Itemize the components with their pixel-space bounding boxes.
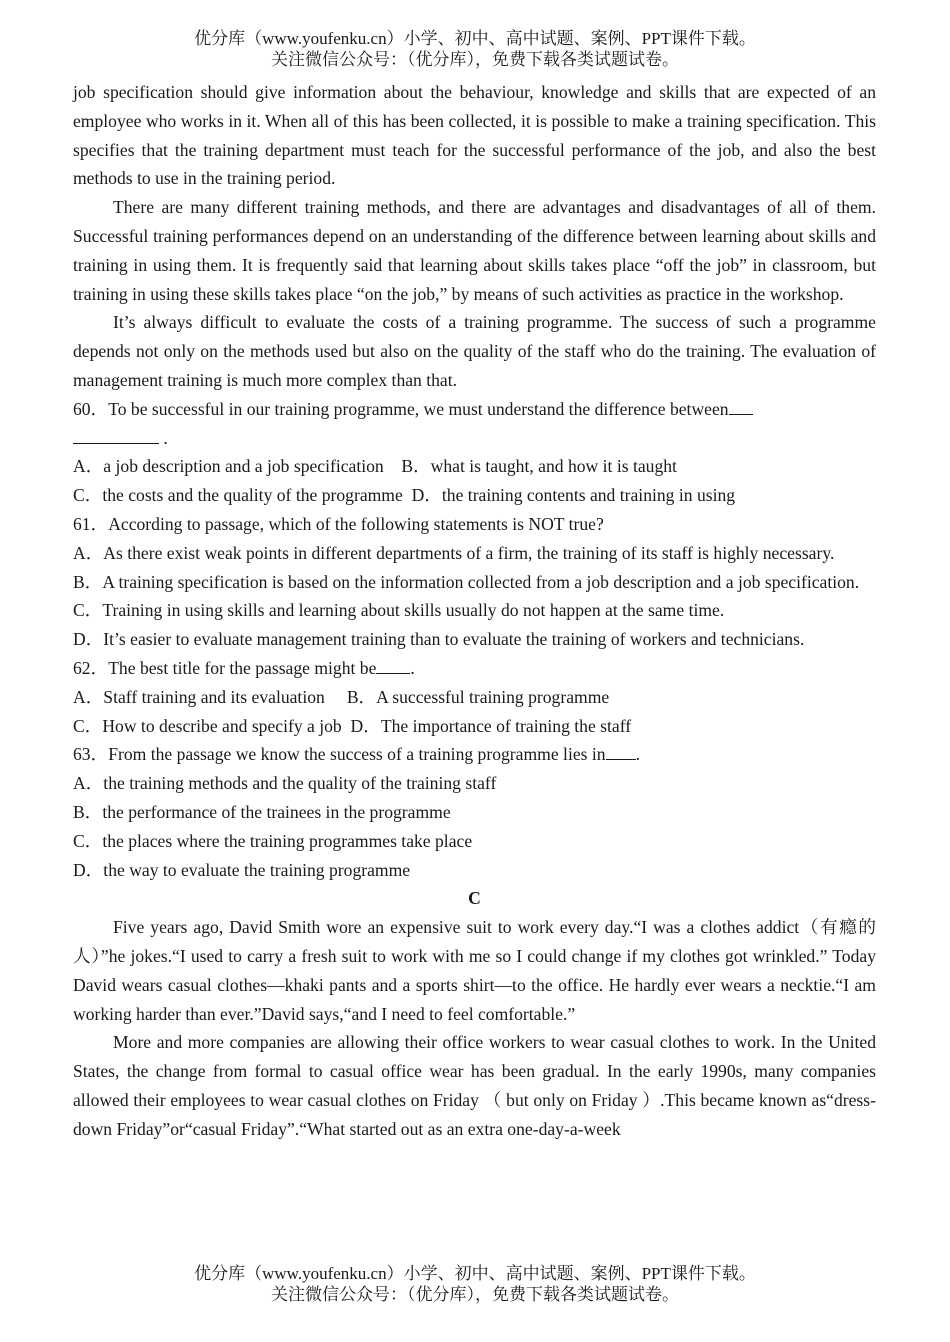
passage-c-paragraph-2: More and more companies are allowing their office workers to wear casual clothes to work. In the United States, the change from formal to casual office wear has been gradual. In the early 1990s, many companies allowed their employees to wear casual clothes on Friday （ but only on Friday ）.This became known as“dress-down Friday”or“casual Friday”.“What started out as an extra one-day-a-week [73,1032,876,1139]
passage-c-paragraph-1: Five years ago, David Smith wore an expensive suit to work every day.“I was a clothes addict（有瘾的人）”he jokes.“I used to carry a fresh suit to work with me so I could change if my clothes got wrinkled.” Today David wears casual clothes—khaki pants and a sports shirt—to the office. He hardly ever wears a necktie.“I am working harder than ever.”David says,“and I need to feel comfortable.” [73,917,876,1024]
question-61-option-d-text: D．It’s easier to evaluate management training than to evaluate the training of workers and technicians. [73,629,805,650]
footer-line-2: 关注微信公众号：（优分库），免费下载各类试题试卷。 [271,1285,679,1304]
document-body [73,78,876,1143]
passage-b-paragraph-1: job specification should give information about the behaviour, knowledge and skills that are expected of an employee who works in it. When all of this has been collected, it is possible to make a training specification. This specifies that the training department must teach for the successful performance of the job, and also the best methods to use in the training period. [73,82,876,189]
page-header [0,28,950,70]
question-62-text: 62．The best title for the passage might be [73,657,377,678]
header-line-1: 优分库（www.youfenku.cn）小学、初中、高中试题、案例、PPT课件下载。 [194,29,756,48]
question-62-options-row-1 [73,683,876,712]
question-63-end: . [635,744,640,765]
question-60-options-row-1 [73,452,876,481]
question-63-option-b: B．the performance of the trainees in the programme [73,801,451,822]
header-line-2: 关注微信公众号：（优分库），免费下载各类试题试卷。 [271,50,679,69]
question-61-option-a-text: A．As there exist weak points in different departments of a firm, the training of its staff is highly necessary. [73,542,835,563]
answer-blank [729,396,753,415]
question-61-stem: 61．According to passage, which of the following statements is NOT true? [73,513,604,534]
passage-b-paragraph-2: There are many different training methods, and there are advantages and disadvantages of all of them. Successful training performances depend on an understanding of the difference between learning about skills and training in using them. It is frequently said that learning about skills takes place “off the job” in classroom, but training in using these skills takes place “on the job,” by means of such activities as practice in the workshop. [73,197,876,304]
question-61-option-d [73,625,876,654]
question-60-option-c: C．the costs and the quality of the programme [73,485,403,506]
answer-blank [376,655,410,674]
answer-blank-continued [73,425,159,444]
question-63-option-d: D．the way to evaluate the training programme [73,859,411,880]
footer-line-1: 优分库（www.youfenku.cn）小学、初中、高中试题、案例、PPT课件下载。 [194,1264,756,1283]
question-60-options-row-2 [73,481,876,510]
question-62-option-b: B．A successful training programme [346,686,610,707]
question-61-option-c-text: C．Training in using skills and learning about skills usually do not happen at the same time. [73,600,725,621]
question-62-option-a: A．Staff training and its evaluation [73,686,325,707]
page-footer [0,1263,950,1305]
question-63 [73,740,876,884]
question-62-options-row-2 [73,712,876,741]
question-63-option-c: C．the places where the training programmes take place [73,830,473,851]
question-61-option-b-text: B．A training specification is based on the information collected from a job description and a job specification. [73,571,860,592]
passage-b-paragraph-3: It’s always difficult to evaluate the costs of a training programme. The success of such a programme depends not only on the methods used but also on the quality of the staff who do the training. The evaluation of management training is much more complex than that. [73,312,876,390]
question-61-option-a [73,539,876,568]
question-60-end: . [163,427,168,448]
section-c-heading: C [468,888,481,909]
question-63-stem [73,740,876,769]
question-60-stem [73,395,876,453]
question-61 [73,510,876,654]
question-61-option-c [73,596,876,625]
question-62-option-d: D．The importance of training the staff [350,715,632,736]
question-63-text: 63．From the passage we know the success of a training programme lies in [73,744,606,765]
question-62-end: . [410,657,415,678]
question-60 [73,395,876,510]
question-62-stem [73,654,876,683]
question-60-option-a: A．a job description and a job specification [73,456,384,477]
question-60-text: 60．To be successful in our training programme, we must understand the difference between [73,398,729,419]
answer-blank [606,741,636,760]
question-60-option-d: D．the training contents and training in using [411,485,736,506]
question-63-option-a: A．the training methods and the quality of the training staff [73,773,497,794]
question-60-option-b: B．what is taught, and how it is taught [401,456,677,477]
question-62 [73,654,876,740]
question-62-option-c: C．How to describe and specify a job [73,715,342,736]
question-61-option-b [73,568,876,597]
